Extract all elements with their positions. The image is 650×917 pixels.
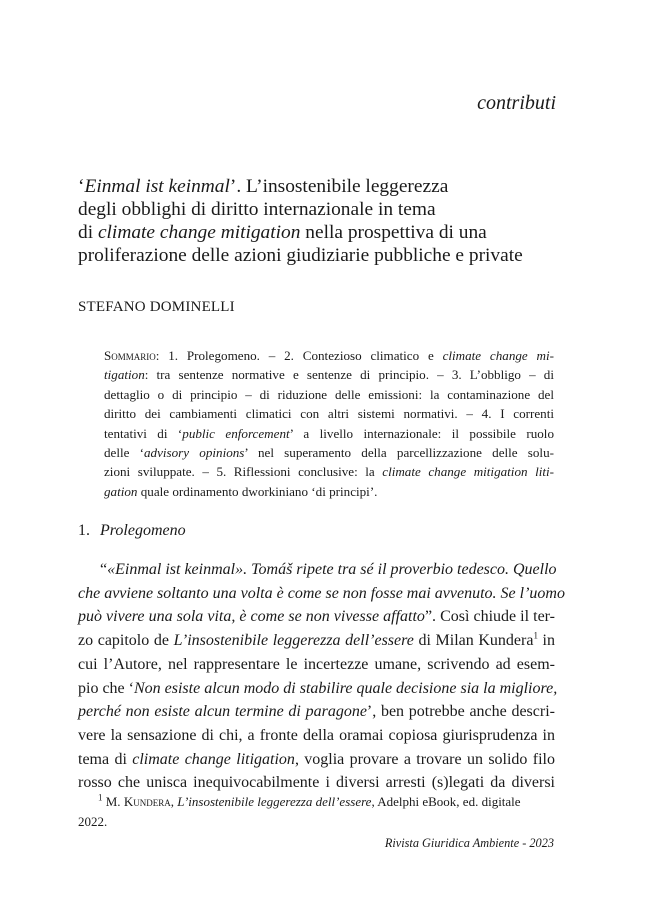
summary-block bbox=[104, 346, 554, 501]
text-run: in bbox=[537, 632, 555, 650]
text-run: tigation bbox=[104, 367, 145, 383]
text-line bbox=[104, 482, 554, 501]
text-run: può vivere una sola vita, è come se non vivesse affatto bbox=[78, 608, 425, 626]
section-number: 1. bbox=[78, 522, 90, 539]
text-run: climate change mi- bbox=[442, 348, 554, 363]
text-run: vere la sensazione di chi, a fronte della oramai copiosa giurisprudenza in bbox=[78, 726, 555, 744]
text-line bbox=[78, 558, 555, 582]
text-run: cui l’Autore, nel rappresentare le incertezze umane, scrivendo ad esem- bbox=[78, 655, 555, 673]
text-run: dettaglio o di principio – di riduzione delle emissioni: la contaminazione del bbox=[104, 386, 554, 402]
text-line bbox=[78, 221, 568, 244]
page-footer bbox=[385, 836, 554, 851]
text-run: ’. L’insostenibile leggerezza bbox=[229, 176, 449, 197]
section-heading bbox=[78, 522, 186, 540]
text-run: climate change litigation bbox=[132, 750, 295, 768]
journal-name: Rivista Giuridica Ambiente bbox=[384, 836, 520, 850]
text-line bbox=[78, 175, 568, 198]
text-run: climate change mitigation liti- bbox=[382, 464, 554, 480]
text-run: diritto dei cambiamenti climatici con altri sistemi normativi. – 4. I correnti bbox=[104, 406, 554, 422]
text-run: che avviene soltanto una volta è come se non fosse mai avvenuto. Se l’uomo bbox=[78, 584, 565, 602]
text-run: zo capitolo de bbox=[78, 632, 174, 650]
text-line bbox=[78, 244, 568, 267]
text-line bbox=[104, 462, 554, 481]
text-run: Kundera bbox=[123, 794, 171, 809]
footnote-ref: 1 bbox=[533, 630, 538, 641]
text-line bbox=[78, 629, 555, 653]
text-line bbox=[78, 724, 555, 748]
text-run: advisory opinions bbox=[144, 445, 245, 461]
text-run: di Milan Kundera bbox=[413, 632, 534, 650]
text-run: pio che ‘ bbox=[78, 679, 134, 697]
text-run: zioni sviluppate. – 5. Riflessioni conclusive: la bbox=[104, 464, 383, 480]
text-run: L’insostenibile leggerezza dell’essere bbox=[173, 632, 414, 650]
text-run: ’ a livello internazionale: il possibile ruolo bbox=[289, 425, 554, 441]
text-line bbox=[78, 792, 555, 812]
section-title: Prolegomeno bbox=[100, 522, 186, 539]
text-line bbox=[104, 424, 554, 443]
text-run: public enforcement bbox=[182, 425, 290, 441]
text-run: Sommario bbox=[104, 348, 156, 363]
text-run: L’insostenibile leggerezza dell’essere bbox=[177, 794, 372, 809]
text-run: di bbox=[78, 222, 98, 243]
text-run: ’ nel superamento della parcellizzazione delle solu- bbox=[244, 445, 554, 461]
text-run: delle ‘ bbox=[104, 445, 144, 461]
text-run: gation bbox=[104, 483, 138, 499]
text-run: climate change mitigation bbox=[97, 222, 301, 243]
text-run: perché non esiste alcun termine di paragone bbox=[78, 703, 367, 721]
text-line bbox=[78, 582, 565, 606]
footer-year: 2023 bbox=[529, 836, 554, 850]
text-line bbox=[78, 653, 555, 677]
text-run: , Adelphi eBook, ed. digitale bbox=[371, 794, 521, 809]
author-name: STEFANO DOMINELLI bbox=[78, 299, 235, 315]
text-run: “ bbox=[100, 561, 108, 578]
text-line bbox=[104, 443, 554, 462]
text-run: : tra sentenze normative e sentenze di principio. – 3. L’obbligo – di bbox=[144, 367, 554, 383]
text-run: degli obblighi di diritto internazionale in tema bbox=[78, 199, 436, 220]
text-line bbox=[78, 677, 558, 701]
text-line bbox=[78, 812, 555, 832]
article-title bbox=[78, 175, 568, 267]
text-line bbox=[104, 385, 554, 404]
text-run: : 1. Prolegomeno. – 2. Contezioso climatico e bbox=[155, 348, 443, 363]
text-line bbox=[104, 365, 554, 384]
text-line bbox=[78, 700, 555, 724]
text-run: ’, ben potrebbe anche descri- bbox=[366, 703, 555, 721]
text-line bbox=[78, 748, 555, 772]
text-run: rosso che unisca inequivocabilmente i diversi arresti (s)legati da diversi bbox=[78, 774, 555, 792]
text-run: 2022. bbox=[78, 813, 108, 829]
text-run: ‘ bbox=[78, 176, 85, 197]
text-run: , bbox=[170, 794, 178, 809]
body-paragraph bbox=[78, 558, 565, 795]
footer-separator: - bbox=[519, 836, 530, 850]
text-run: tentativi di ‘ bbox=[104, 425, 183, 441]
footnote bbox=[78, 792, 555, 831]
text-line bbox=[78, 198, 568, 221]
text-line bbox=[78, 605, 555, 629]
text-run: , voglia provare a trovare un solido filo bbox=[294, 750, 556, 768]
text-run: Non esiste alcun modo di stabilire quale decisione sia la migliore, bbox=[133, 679, 558, 697]
text-run: «Einmal ist keinmal». Tomáš ripete tra sé il proverbio tedesco. Quello bbox=[107, 561, 557, 578]
text-run: M. bbox=[102, 794, 124, 809]
text-run: Einmal ist keinmal bbox=[84, 176, 230, 197]
footnote-ref: 1 bbox=[98, 792, 103, 803]
text-run: ”. Così chiude il ter- bbox=[424, 608, 556, 626]
text-run: tema di bbox=[78, 750, 133, 768]
text-line bbox=[104, 346, 554, 365]
text-run: proliferazione delle azioni giudiziarie pubbliche e private bbox=[78, 245, 523, 266]
text-run: quale ordinamento dworkiniano ‘di principi’. bbox=[137, 483, 378, 499]
section-header: contributi bbox=[477, 92, 556, 114]
text-run: nella prospettiva di una bbox=[300, 222, 487, 243]
text-line bbox=[104, 404, 554, 423]
